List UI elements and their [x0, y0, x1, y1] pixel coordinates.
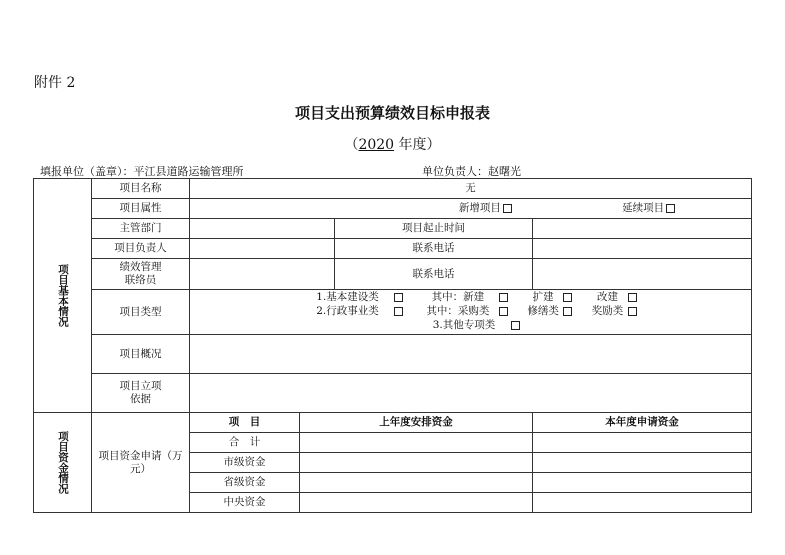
project-name-value[interactable]: 无 — [190, 179, 752, 199]
type-expand-checkbox[interactable] — [563, 293, 572, 302]
row-fund-header — [34, 413, 752, 433]
project-type-options — [190, 290, 752, 335]
type-reward-checkbox[interactable] — [628, 307, 637, 316]
fund-col-last-year: 上年度安排资金 — [300, 413, 533, 433]
attr-continue-checkbox[interactable] — [666, 204, 675, 213]
fund-apply-label: 项目资金申请（万元） — [92, 413, 190, 513]
liaison-value[interactable] — [190, 259, 335, 290]
row-dept — [34, 219, 752, 239]
form-title: 项目支出预算绩效目标申报表 — [294, 104, 490, 122]
dept-value[interactable] — [190, 219, 335, 239]
type-line-2: 2.行政事业类 其中：采购类 修缮类 奖励类 — [192, 305, 749, 319]
phone-label-2: 联系电话 — [335, 259, 533, 290]
attr-new-label: 新增项目 — [458, 202, 501, 214]
unit-leader: 单位负责人：赵曙光 — [422, 165, 521, 178]
row-project-type — [34, 290, 752, 335]
basis-label: 项目立项 依据 — [92, 374, 190, 413]
row-overview — [34, 335, 752, 374]
row-project-attr — [34, 199, 752, 219]
fund-central-last[interactable] — [300, 493, 533, 513]
phone-value-2[interactable] — [533, 259, 752, 290]
overview-label: 项目概况 — [92, 335, 190, 374]
dept-label: 主管部门 — [92, 219, 190, 239]
fund-row-label: 省级资金 — [190, 473, 300, 493]
project-attr-label: 项目属性 — [92, 199, 190, 219]
row-basis — [34, 374, 752, 413]
row-liaison — [34, 259, 752, 290]
type-rebuild-checkbox[interactable] — [628, 293, 637, 302]
fund-row-label: 市级资金 — [190, 453, 300, 473]
fund-city-last[interactable] — [300, 453, 533, 473]
liaison-label: 绩效管理 联络员 — [92, 259, 190, 290]
owner-label: 项目负责人 — [92, 239, 190, 259]
fund-province-last[interactable] — [300, 473, 533, 493]
project-name-label: 项目名称 — [92, 179, 190, 199]
fund-total-this[interactable] — [533, 433, 752, 453]
fund-city-this[interactable] — [533, 453, 752, 473]
project-type-label: 项目类型 — [92, 290, 190, 335]
type-construction-checkbox[interactable] — [394, 293, 403, 302]
phone-value[interactable] — [533, 239, 752, 259]
row-owner — [34, 239, 752, 259]
fund-col-item: 项 目 — [190, 413, 300, 433]
phone-label: 联系电话 — [335, 239, 533, 259]
type-admin-checkbox[interactable] — [394, 307, 403, 316]
fund-total-last[interactable] — [300, 433, 533, 453]
type-line-3: 3.其他专项类 — [192, 319, 749, 333]
type-new-build-checkbox[interactable] — [499, 293, 508, 302]
type-repair-checkbox[interactable] — [563, 307, 572, 316]
type-purchase-checkbox[interactable] — [499, 307, 508, 316]
attr-continue-label: 延续项目 — [622, 202, 665, 214]
filling-unit: 填报单位（盖章）：平江县道路运输管理所 — [40, 165, 244, 178]
start-time-label: 项目起止时间 — [335, 219, 533, 239]
annex-label: 附件 2 — [34, 75, 76, 91]
attr-new-checkbox[interactable] — [503, 204, 512, 213]
form-year: （2020 年度） — [344, 137, 441, 153]
type-other-checkbox[interactable] — [511, 321, 520, 330]
fund-section-label: 项目资金情况 — [34, 413, 92, 513]
fund-central-this[interactable] — [533, 493, 752, 513]
project-attr-options — [190, 199, 752, 219]
fund-row-label: 中央资金 — [190, 493, 300, 513]
basis-value[interactable] — [190, 374, 752, 413]
owner-value[interactable] — [190, 239, 335, 259]
performance-form-table — [33, 178, 752, 513]
type-line-1: 1.基本建设类 其中：新建 扩建 改建 — [192, 291, 749, 305]
start-time-value[interactable] — [533, 219, 752, 239]
overview-value[interactable] — [190, 335, 752, 374]
row-project-name — [34, 179, 752, 199]
basic-section-label: 项目基本情况 — [34, 179, 92, 413]
fund-row-label: 合 计 — [190, 433, 300, 453]
fund-col-this-year: 本年度申请资金 — [533, 413, 752, 433]
fund-province-this[interactable] — [533, 473, 752, 493]
